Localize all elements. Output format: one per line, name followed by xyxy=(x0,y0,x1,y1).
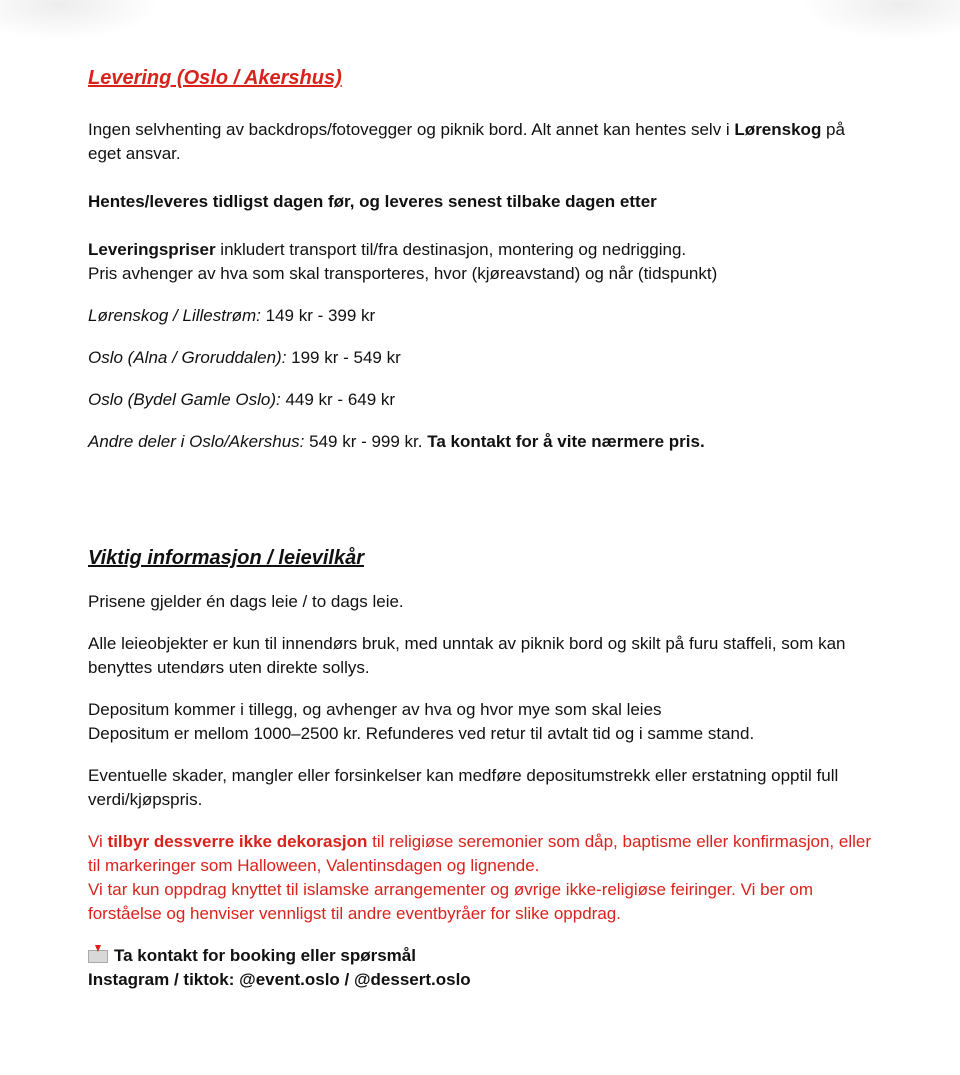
pickup-location: Lørenskog xyxy=(734,120,822,139)
zone-area: Lørenskog / Lillestrøm: xyxy=(88,306,261,325)
zone-price-row xyxy=(88,304,878,328)
zone-price: 549 kr - 999 kr. xyxy=(304,432,428,451)
delivery-prices-label: Leveringspriser xyxy=(88,240,216,259)
info-deposit xyxy=(88,698,878,746)
timing-text: Hentes/leveres tidligst dagen før, og leveres senest tilbake dagen etter xyxy=(88,192,657,211)
zone-price: 149 kr - 399 kr xyxy=(260,306,376,325)
zone-price: 449 kr - 649 kr xyxy=(280,390,396,409)
envelope-incoming-icon xyxy=(88,945,108,963)
deposit-line2: Depositum er mellom 1000–2500 kr. Refunderes ved retur til avtalt tid og i samme stand. xyxy=(88,724,755,743)
info-religious-notice xyxy=(88,830,878,926)
info-indoor-use: Alle leieobjekter er kun til innendørs bruk, med unntak av piknik bord og skilt på furu staffeli, som kan benyttes utendørs uten direkte sollys. xyxy=(88,634,846,677)
zone-price-note: Ta kontakt for å vite nærmere pris. xyxy=(427,432,705,451)
info-damages: Eventuelle skader, mangler eller forsinkelser kan medføre depositumstrekk eller erstatning opptil full verdi/kjøpspris. xyxy=(88,766,839,809)
notice-line2: Vi tar kun oppdrag knyttet til islamske arrangementer og øvrige ikke-religiøse feiringer. Vi ber om forståelse og henviser vennligst til andre eventbyråer for slike oppdrag. xyxy=(88,880,814,923)
page-content xyxy=(88,64,878,992)
delivery-prices-line2: Pris avhenger av hva som skal transporteres, hvor (kjøreavstand) og når (tidspunkt) xyxy=(88,264,718,283)
zone-price: 199 kr - 549 kr xyxy=(286,348,401,367)
zone-price-row xyxy=(88,388,878,412)
zone-area: Oslo (Alna / Groruddalen): xyxy=(88,348,287,367)
delivery-prices-text: inkludert transport til/fra destinasjon, montering og nedrigging. xyxy=(215,240,687,259)
top-left-shadow xyxy=(0,0,160,40)
zone-price-row xyxy=(88,346,878,370)
notice-rest: til religiøse seremonier som dåp, baptisme eller konfirmasjon, eller til markeringer som Halloween, Valentinsdagen og lignende. xyxy=(88,832,871,875)
zone-price-row xyxy=(88,430,878,454)
notice-bold: tilbyr dessverre ikke dekorasjon xyxy=(107,832,368,851)
contact-block xyxy=(88,944,878,992)
zone-area: Oslo (Bydel Gamle Oslo): xyxy=(88,390,281,409)
contact-line2: Instagram / tiktok: @event.oslo / @dessert.oslo xyxy=(88,970,471,989)
deposit-line1: Depositum kommer i tillegg, og avhenger av hva og hvor mye som skal leies xyxy=(88,700,662,719)
pickup-text: Ingen selvhenting av backdrops/fotovegger og piknik bord. Alt annet kan hentes selv i xyxy=(88,120,735,139)
pickup-paragraph xyxy=(88,118,878,166)
notice-pre: Vi xyxy=(88,832,108,851)
contact-line1: Ta kontakt for booking eller spørsmål xyxy=(114,946,416,965)
delivery-prices-paragraph xyxy=(88,238,878,286)
info-heading: Viktig informasjon / leievilkår xyxy=(88,547,365,569)
delivery-heading: Levering (Oslo / Akershus) xyxy=(88,67,342,89)
top-right-shadow xyxy=(800,0,960,40)
pickup-text-end: på eget ansvar. xyxy=(88,120,845,163)
timing-paragraph xyxy=(88,190,878,214)
info-rental-duration: Prisene gjelder én dags leie / to dags leie. xyxy=(88,592,404,611)
zone-area: Andre deler i Oslo/Akershus: xyxy=(88,432,305,451)
